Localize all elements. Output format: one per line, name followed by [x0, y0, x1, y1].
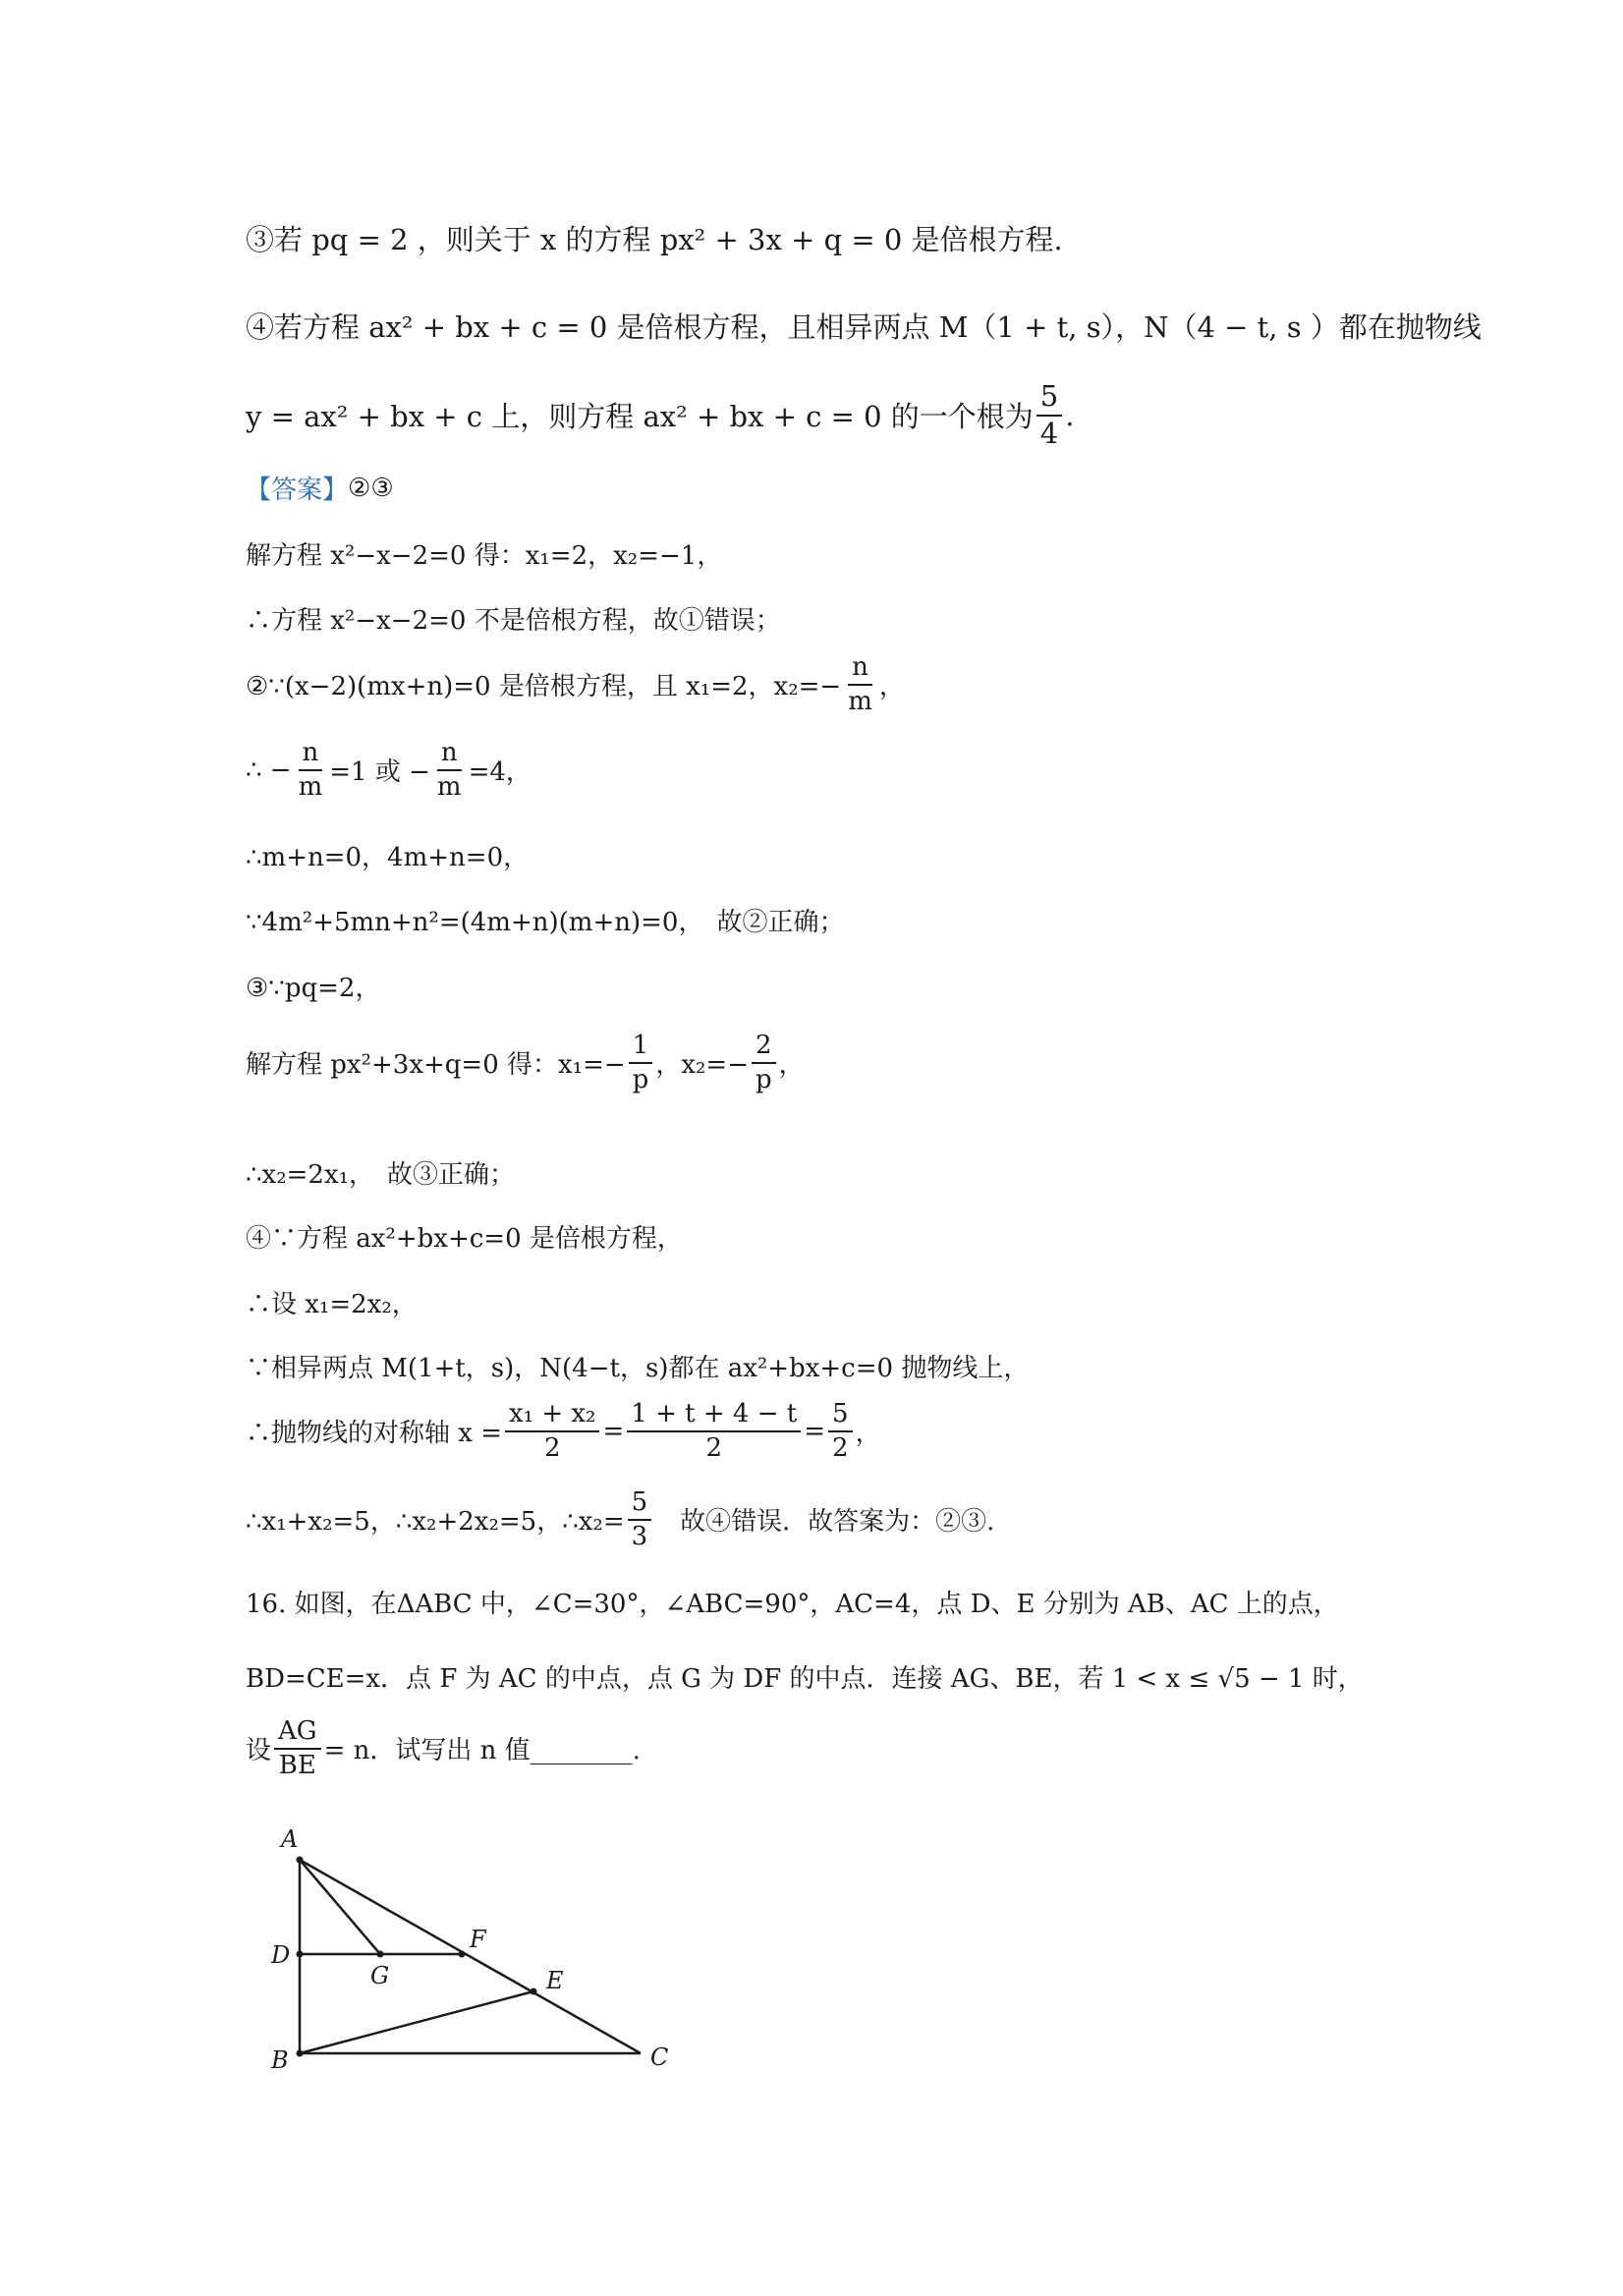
question-16-line1: [246, 1584, 1339, 1620]
solution-text-9: ∴x₂=2x₁， 故③正确；: [246, 1160, 516, 1190]
fraction-numerator: 5: [628, 1488, 652, 1521]
segment-be: [300, 1991, 533, 2053]
label-d: D: [271, 1941, 291, 1969]
statement-4-line2: [246, 381, 1074, 450]
solution-line-10: [246, 1218, 683, 1255]
label-g: G: [370, 1962, 390, 1989]
fraction-n-m-1: [295, 739, 327, 801]
statement-4-line1: [246, 306, 1482, 346]
solution-text-13c: =: [804, 1416, 826, 1446]
solution-text-12: ∵相异两点 M(1+t，s)，N(4−t，s)都在 ax²+bx+c=0 抛物线上，: [246, 1354, 1030, 1383]
statement-4-text-a: ④若方程 ax² + bx + c = 0 是倍根方程，且相异两点 M（1 + t, s），N（4 − t, s ）都在抛物线: [246, 310, 1482, 344]
point-f: [459, 1951, 466, 1958]
solution-text-13b: =: [602, 1416, 625, 1446]
fraction-n-m: [844, 653, 876, 715]
fraction-numerator: 1: [629, 1032, 653, 1064]
fraction-denominator: 2: [543, 1432, 561, 1463]
answer-label: 【答案】: [246, 476, 349, 505]
label-e: E: [546, 1967, 564, 1994]
label-b: B: [271, 2046, 289, 2074]
answer-value: ②③: [348, 473, 394, 503]
solution-text-1: 解方程 x²−x−2=0 得：x₁=2，x₂=−1，: [246, 541, 723, 571]
triangle-figure: [255, 1822, 766, 2078]
solution-text-3a: ②∵(x−2)(mx+n)=0 是倍根方程，且 x₁=2，x₂=−: [246, 672, 842, 702]
solution-line-7: [246, 968, 380, 1004]
fraction-denominator: m: [298, 771, 323, 802]
label-f: F: [470, 1926, 486, 1953]
fraction-numerator: 1 + t + 4 − t: [627, 1400, 801, 1432]
fraction-denominator: m: [848, 686, 872, 716]
solution-line-5: [246, 837, 529, 873]
solution-line-2: [246, 600, 781, 637]
statement-3-text: ③若 pq = 2 ，则关于 x 的方程 px² + 3x + q = 0 是倍根方程.: [246, 223, 1063, 256]
fraction-ag-be: [274, 1717, 321, 1779]
segment-ag: [300, 1860, 380, 1954]
question-16-text-c1: 设: [246, 1736, 272, 1766]
point-e: [531, 1988, 537, 1995]
label-c: C: [650, 2044, 669, 2071]
fraction-denominator: BE: [278, 1750, 316, 1780]
solution-text-11: ∴设 x₁=2x₂，: [246, 1290, 418, 1319]
label-a: A: [281, 1825, 299, 1853]
question-16-line3: [246, 1717, 641, 1779]
solution-text-7: ③∵pq=2，: [246, 974, 381, 1003]
fraction-denominator: p: [756, 1064, 772, 1094]
solution-line-6: [246, 902, 844, 938]
fraction-denominator: 2: [705, 1432, 723, 1463]
solution-text-4b: =1 或 −: [329, 757, 430, 788]
solution-line-11: [246, 1284, 418, 1320]
fraction-denominator: m: [436, 771, 462, 802]
statement-4-text-c: .: [1065, 398, 1075, 432]
fraction-numerator: AG: [274, 1717, 321, 1750]
solution-line-4: [246, 739, 532, 801]
point-b: [297, 2050, 304, 2057]
fraction-denominator: 3: [631, 1521, 648, 1551]
fraction-numerator: x₁ + x₂: [505, 1400, 600, 1432]
solution-line-8: [246, 1032, 805, 1093]
solution-line-14: [246, 1488, 994, 1550]
point-a: [297, 1857, 304, 1864]
question-16-text-b: BD=CE=x．点 F 为 AC 的中点，点 G 为 DF 的中点．连接 AG、BE，若 1 < x ≤ √5 − 1 时，: [246, 1664, 1364, 1694]
solution-line-12: [246, 1348, 1029, 1384]
solution-line-3: [246, 653, 905, 715]
solution-text-13a: ∴抛物线的对称轴 x =: [246, 1419, 502, 1449]
fraction-1-p: [629, 1032, 653, 1093]
solution-text-10: ④∵方程 ax²+bx+c=0 是倍根方程，: [246, 1224, 683, 1254]
solution-text-3b: ，: [878, 672, 905, 702]
fraction-2-p: [752, 1032, 776, 1093]
fraction-5-4: [1036, 381, 1062, 450]
solution-text-4a: ∴ −: [246, 755, 292, 785]
solution-text-6: ∵4m²+5mn+n²=(4m+n)(m+n)=0， 故②正确；: [246, 908, 845, 937]
question-16-text-a: 16. 如图，在ΔABC 中，∠C=30°，∠ABC=90°，AC=4，点 D、E 分别为 AB、AC 上的点，: [246, 1590, 1339, 1619]
fraction-denominator: 2: [832, 1432, 849, 1463]
statement-4-text-b: y = ax² + bx + c 上，则方程 ax² + bx + c = 0 的一个根为: [246, 400, 1034, 434]
solution-line-1: [246, 535, 722, 572]
segment-ac: [300, 1860, 641, 2053]
solution-text-8a: 解方程 px²+3x+q=0 得：x₁=−: [246, 1050, 626, 1081]
fraction-numerator: 5: [1036, 381, 1062, 417]
solution-text-14a: ∴x₁+x₂=5，∴x₂+2x₂=5，∴x₂=: [246, 1507, 625, 1538]
question-16-line2: [246, 1658, 1364, 1695]
solution-text-8c: ，: [778, 1050, 805, 1081]
fraction-5-3: [628, 1488, 652, 1550]
point-d: [297, 1951, 304, 1958]
fraction-numerator: n: [848, 653, 872, 686]
solution-text-8b: ，x₂=−: [655, 1050, 749, 1081]
question-16-text-c2: = n．试写出 n 值________.: [323, 1736, 641, 1766]
solution-line-13: [246, 1400, 881, 1462]
fraction-sum-t: [627, 1400, 801, 1462]
point-g: [377, 1951, 384, 1958]
fraction-5-2: [828, 1400, 853, 1462]
solution-text-5: ∴m+n=0，4m+n=0，: [246, 843, 530, 872]
solution-line-9: [246, 1154, 515, 1191]
fraction-numerator: n: [437, 739, 462, 771]
fraction-n-m-2: [433, 739, 466, 801]
solution-text-4c: =4，: [468, 757, 532, 788]
fraction-numerator: n: [299, 739, 323, 771]
solution-text-13d: ，: [855, 1419, 881, 1449]
answer-line: [246, 470, 394, 506]
fraction-numerator: 2: [752, 1032, 776, 1064]
fraction-sum-x: [505, 1400, 600, 1462]
solution-text-14b: 故④错误．故答案为：②③.: [654, 1507, 995, 1538]
fraction-denominator: p: [632, 1064, 649, 1094]
fraction-denominator: 4: [1039, 416, 1059, 450]
fraction-numerator: 5: [828, 1400, 853, 1432]
statement-3: [246, 218, 1063, 258]
solution-text-2: ∴方程 x²−x−2=0 不是倍根方程，故①错误；: [246, 606, 781, 636]
